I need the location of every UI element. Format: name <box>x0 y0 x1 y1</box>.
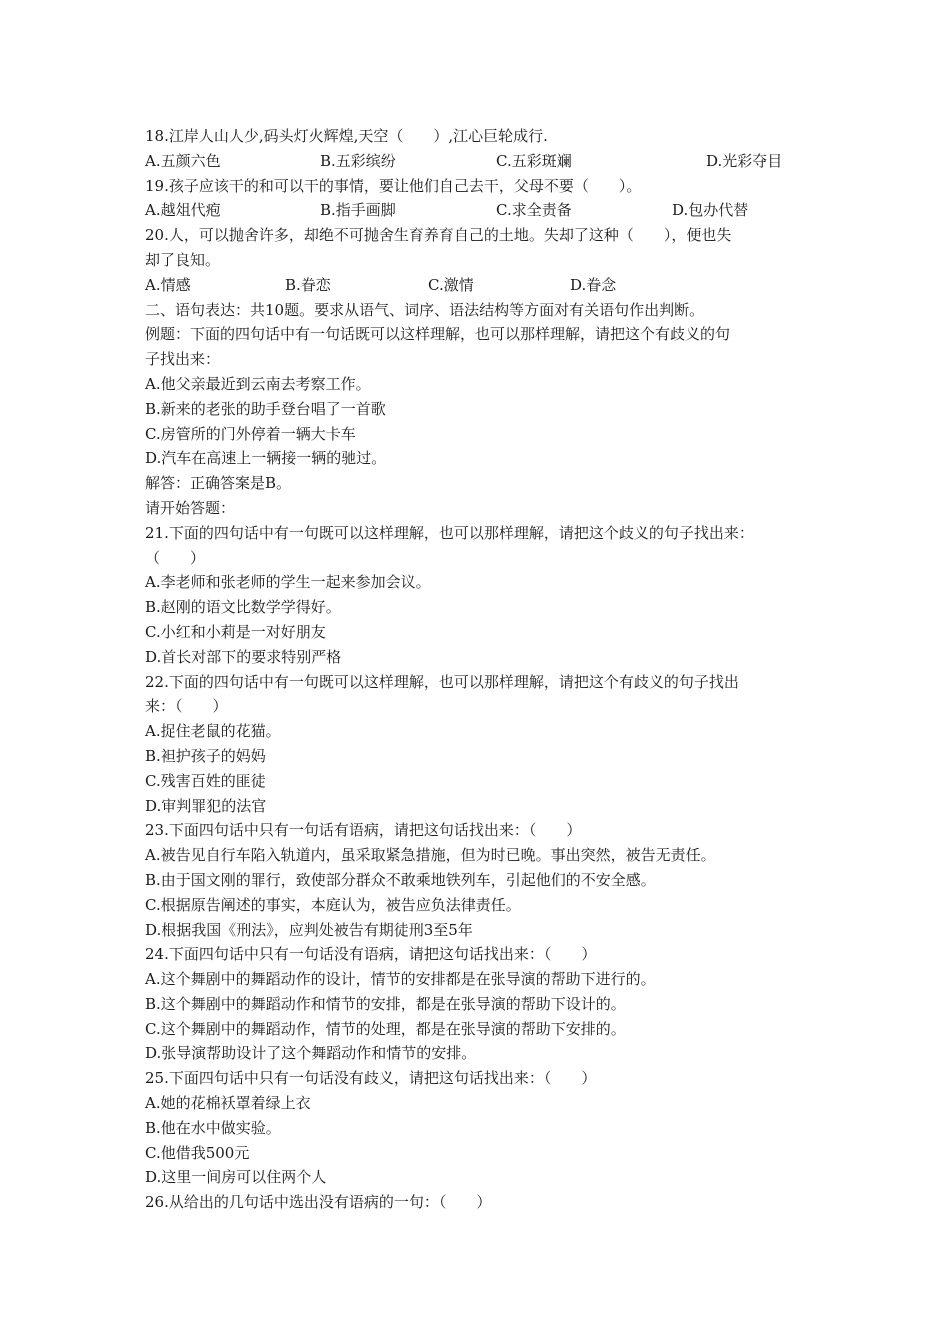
question-18-stem: 18.江岸人山人少,码头灯火辉煌,天空（ ）,江心巨轮成行. <box>145 127 548 145</box>
question-25-option-a: A.她的花棉袄罩着绿上衣 <box>145 1094 311 1113</box>
question-22-option-a: A.捉住老鼠的花猫。 <box>145 722 281 741</box>
question-21-option-a: A.李老师和张老师的学生一起来参加会议。 <box>145 573 431 592</box>
section-2-heading: 二、语句表达：共10题。要求从语气、词序、语法结构等方面对有关语句作出判断。 <box>145 300 705 319</box>
start-prompt: 请开始答题： <box>145 498 236 517</box>
question-21-option-b: B.赵刚的语文比数学学得好。 <box>145 598 341 617</box>
document-page <box>145 124 825 1215</box>
question-21-stem-line-2: （ ） <box>145 548 206 567</box>
question-19-option-b: B.指手画脚 <box>320 201 396 220</box>
question-19-stem: 19.孩子应该干的和可以干的事情，要让他们自己去干，父母不要（ ）。 <box>145 176 642 195</box>
example-option-b: B.新来的老张的助手登台唱了一首歌 <box>145 399 386 418</box>
example-option-d: D.汽车在高速上一辆接一辆的驰过。 <box>145 449 387 468</box>
question-22-option-d: D.审判罪犯的法官 <box>145 796 267 815</box>
example-stem-line-2: 子找出来： <box>145 350 221 369</box>
question-18-options <box>145 149 825 174</box>
question-20-option-d: D.眷念 <box>570 275 617 294</box>
question-18-option-a: A.五颜六色 <box>145 151 221 170</box>
question-20-stem-line-1: 20.人，可以抛舍许多，却绝不可抛舍生育养育自己的土地。失却了这种（ ），便也失 <box>145 226 732 245</box>
question-20-options <box>145 273 825 298</box>
question-20-stem-line-2: 却了良知。 <box>145 250 221 269</box>
question-19-option-a: A.越俎代疱 <box>145 201 221 220</box>
question-22-option-c: C.残害百姓的匪徒 <box>145 771 266 790</box>
question-26-stem: 26.从给出的几句话中选出没有语病的一句：（ ） <box>145 1193 492 1212</box>
question-18-option-d: D.光彩夺目 <box>706 151 783 170</box>
question-19-option-c: C.求全责备 <box>496 201 572 220</box>
question-21-option-c: C.小红和小莉是一对好朋友 <box>145 622 326 641</box>
question-24-option-c: C.这个舞剧中的舞蹈动作，情节的处理，都是在张导演的帮助下安排的。 <box>145 1019 626 1038</box>
question-22-option-b: B.袒护孩子的妈妈 <box>145 746 266 765</box>
question-23-option-c: C.根据原告阐述的事实，本庭认为，被告应负法律责任。 <box>145 895 521 914</box>
question-24-option-b: B.这个舞剧中的舞蹈动作和情节的安排，都是在张导演的帮助下设计的。 <box>145 994 626 1013</box>
question-24-stem: 24.下面四句话中只有一句话没有语病，请把这句话找出来：（ ） <box>145 945 597 964</box>
example-option-a: A.他父亲最近到云南去考察工作。 <box>145 374 371 393</box>
question-22-stem-line-2: 来：（ ） <box>145 697 228 716</box>
question-24-option-d: D.张导演帮助设计了这个舞蹈动作和情节的安排。 <box>145 1044 477 1063</box>
question-20-option-b: B.眷恋 <box>285 275 331 294</box>
question-25-option-d: D.这里一间房可以住两个人 <box>145 1168 327 1187</box>
question-21-option-d: D.首长对部下的要求特别严格 <box>145 647 342 666</box>
question-21-stem-line-1: 21.下面的四句话中有一句既可以这样理解，也可以那样理解，请把这个歧义的句子找出来： <box>145 523 754 542</box>
question-25-stem: 25.下面四句话中只有一句话没有歧义，请把这句话找出来：（ ） <box>145 1069 597 1088</box>
example-answer: 解答：正确答案是B。 <box>145 474 292 493</box>
question-19-option-d: D.包办代替 <box>672 201 749 220</box>
question-19-options <box>145 198 825 223</box>
question-20-option-a: A.情感 <box>145 275 191 294</box>
question-23-option-a: A.被告见自行车陷入轨道内，虽采取紧急措施，但为时已晚。事出突然，被告无责任。 <box>145 846 716 865</box>
example-option-c: C.房管所的门外停着一辆大卡车 <box>145 424 356 443</box>
question-25-option-c: C.他借我500元 <box>145 1143 250 1162</box>
question-24-option-a: A.这个舞剧中的舞蹈动作的设计，情节的安排都是在张导演的帮助下进行的。 <box>145 970 656 989</box>
question-23-option-d: D.根据我国《刑法》，应判处被告有期徒刑3至5年 <box>145 920 473 939</box>
example-stem-line-1: 例题：下面的四句话中有一句话既可以这样理解，也可以那样理解，请把这个有歧义的句 <box>145 325 731 344</box>
question-22-stem-line-1: 22.下面的四句话中有一句既可以这样理解，也可以那样理解，请把这个有歧义的句子找出 <box>145 672 739 691</box>
question-20-option-c: C.激情 <box>428 275 474 294</box>
question-25-option-b: B.他在水中做实验。 <box>145 1118 281 1137</box>
question-18-option-c: C.五彩斑斓 <box>496 151 572 170</box>
question-18-option-b: B.五彩缤纷 <box>320 151 396 170</box>
question-23-option-b: B.由于国文刚的罪行，致使部分群众不敢乘地铁列车，引起他们的不安全感。 <box>145 870 656 889</box>
question-23-stem: 23.下面四句话中只有一句话有语病，请把这句话找出来：（ ） <box>145 821 582 840</box>
